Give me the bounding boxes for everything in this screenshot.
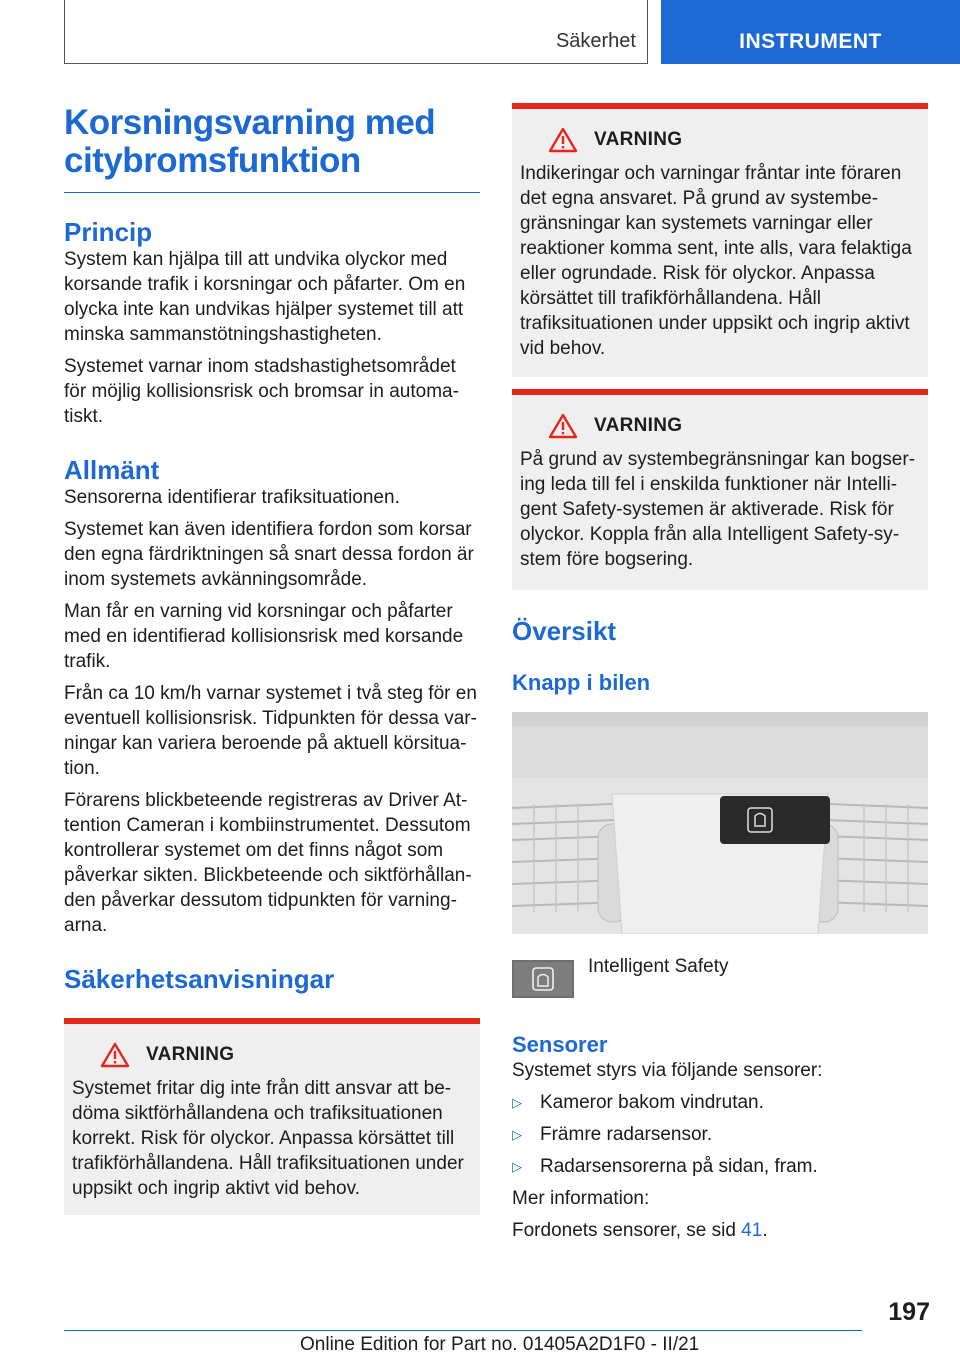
sensor-item: Radarsensorerna på sidan, fram.: [540, 1156, 818, 1177]
warning-triangle-icon: [548, 413, 578, 439]
sensor-item: Kameror bakom vindrutan.: [540, 1092, 764, 1113]
more-info: Mer information:: [512, 1188, 650, 1209]
header-tab-instrument[interactable]: INSTRUMENT: [661, 0, 960, 64]
reference-text: Fordonets sensorer, se sid: [512, 1220, 742, 1241]
bullet-triangle-icon: ▷: [512, 1127, 522, 1142]
general-p5: Förarens blickbeteende registreras av Driver Attention Cameran i kombiinstrumentet. Dessutom kontrollerar systemet om det finns något som påverkar sikten. Blickbeteende och siktförhållanden påverkar dessutom tidpunkten för varningarna.: [64, 790, 472, 936]
principle-p1: System kan hjälpa till att undvika olyckor med korsande trafik i korsningar och påfarter. Om en olycka inte kan undvikas hjälper systemet till att minska sammanstötningshastigheten.: [64, 249, 466, 345]
heading-sensors: Sensorer: [512, 1032, 608, 1057]
warning-title: VARNING: [146, 1044, 235, 1065]
general-p3: Man får en varning vid korsningar och påfarter med en identifierad kollisionsrisk med korsande trafik.: [64, 601, 464, 672]
dashboard-button-photo: [512, 712, 928, 934]
warning-box-2: [512, 389, 928, 590]
list-item: [512, 1090, 928, 1115]
warning-text: På grund av systembegränsningar kan bogsering leda till fel i enskilda funktioner när Intelligent Safety-systemen är aktiverade. Risk för olyckor. Koppla från alla Intelligent Safety-system före bogsering.: [520, 449, 916, 570]
bullet-triangle-icon: ▷: [512, 1095, 522, 1110]
page-link[interactable]: 41: [741, 1220, 763, 1241]
warning-triangle-icon: [100, 1042, 130, 1068]
general-p1: Sensorerna identifierar trafiksituationen.: [64, 487, 400, 508]
legend-label: Intelligent Safety: [588, 956, 729, 977]
warning-text: Systemet fritar dig inte från ditt ansvar att bedöma siktförhållandena och trafiksituationen korrekt. Risk för olyckor. Anpassa körsättet till trafikförhållandena. Håll trafiksituationen under uppsikt och ingrip aktivt vid behov.: [72, 1078, 464, 1199]
page-number: 197: [888, 1298, 930, 1326]
warning-box-left: [64, 1018, 480, 1215]
heading-button-in-car: Knapp i bilen: [512, 670, 651, 695]
heading-principle: Princip: [64, 217, 153, 247]
warning-text: Indikeringar och varningar fråntar inte föraren det egna ansvaret. På grund av systembegränsningar kan systemets varningar eller reaktioner komma sent, inte alls, vara felaktiga eller ogrundade. Risk för olyckor. Anpassa körsättet till trafikförhållandena. Håll trafiksituationen under uppsikt och ingrip aktivt vid behov.: [520, 163, 912, 359]
list-item: [512, 1122, 928, 1147]
reference-line: [512, 1218, 928, 1243]
sensor-item: Främre radarsensor.: [540, 1124, 713, 1145]
principle-p2: Systemet varnar inom stadshastighetsområdet för möjlig kollisionsrisk och bromsar in automatiskt.: [64, 356, 459, 427]
footer-rule: [64, 1330, 862, 1331]
warning-title: VARNING: [594, 415, 683, 436]
bullet-triangle-icon: ▷: [512, 1159, 522, 1174]
general-p4: Från ca 10 km/h varnar systemet i två steg för en eventuell kollisionsrisk. Tidpunkten för dessa varningar kan variera beroende på aktuell körsituation.: [64, 683, 477, 779]
page-title: [64, 104, 480, 180]
header-section: Säkerhet: [555, 30, 636, 52]
left-column: [64, 104, 480, 1215]
reference-end: .: [762, 1220, 768, 1241]
warning-triangle-icon: [548, 127, 578, 153]
heading-overview: Översikt: [512, 616, 617, 646]
heading-general: Allmänt: [64, 455, 160, 485]
sensor-list: [512, 1090, 928, 1179]
general-p2: Systemet kan även identifiera fordon som korsar den egna färdriktningen så snart dessa fordon är inom systemets avkänningsområde.: [64, 519, 474, 590]
heading-safety: Säkerhetsanvisningar: [64, 964, 335, 994]
title-line-1: Korsningsvarning med: [64, 103, 436, 142]
legend-row: [512, 954, 928, 998]
intelligent-safety-button-icon: [512, 960, 574, 998]
footer-edition: Online Edition for Part no. 01405A2D1F0 - II/21: [300, 1334, 700, 1355]
warning-box-1: [512, 103, 928, 377]
sensors-intro: Systemet styrs via följande sensorer:: [512, 1060, 823, 1081]
warning-title: VARNING: [594, 129, 683, 150]
right-column: [512, 103, 928, 1243]
title-line-2: citybromsfunktion: [64, 141, 361, 180]
list-item: [512, 1154, 928, 1179]
